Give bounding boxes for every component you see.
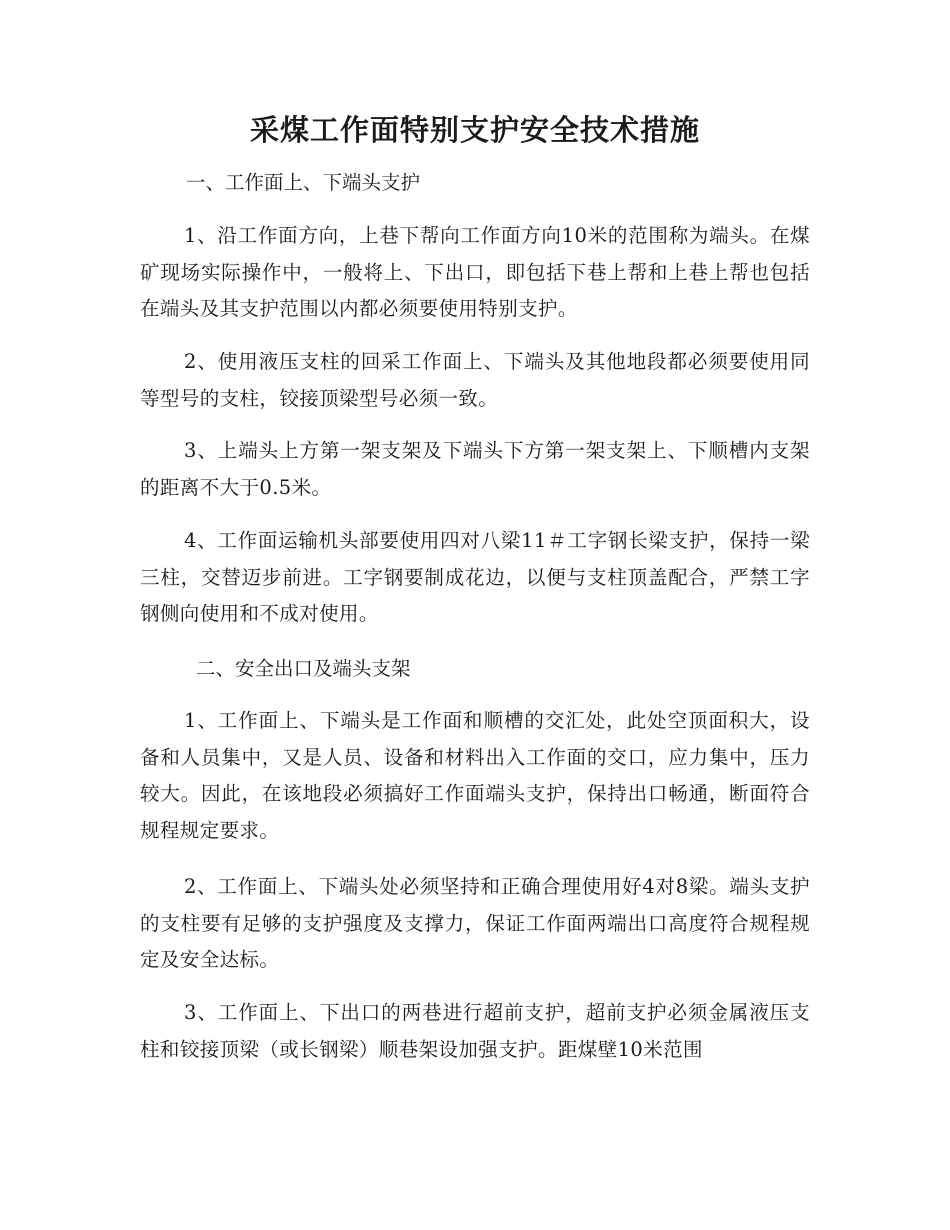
section-heading-2: 二、安全出口及端头支架 bbox=[196, 657, 411, 680]
section-heading-1: 一、工作面上、下端头支护 bbox=[186, 171, 421, 194]
paragraph-1-1: 1、沿工作面方向，上巷下帮向工作面方向10米的范围称为端头。在煤矿现场实际操作中，一般将上、下出口，即包括下巷上帮和上巷上帮也包括在端头及其支护范围以内都必须要使用特别支护。 bbox=[140, 224, 810, 320]
paragraph-1-3: 3、上端头上方第一架支架及下端头下方第一架支架上、下顺槽内支架的距离不大于0.5米。 bbox=[140, 439, 810, 499]
paragraph-2-3: 3、工作面上、下出口的两巷进行超前支护，超前支护必须金属液压支柱和铰接顶梁（或长钢梁）顺巷架设加强支护。距煤壁10米范围 bbox=[140, 1001, 810, 1061]
paragraph-2-1: 1、工作面上、下端头是工作面和顺槽的交汇处，此处空顶面积大，设备和人员集中，又是人员、设备和材料出入工作面的交口，应力集中，压力较大。因此，在该地段必须搞好工作面端头支护，保持出口畅通，断面符合规程规定要求。 bbox=[140, 709, 810, 842]
document-title: 采煤工作面特别支护安全技术措施 bbox=[249, 113, 700, 147]
paragraph-1-4: 4、工作面运输机头部要使用四对八梁11＃工字钢长梁支护，保持一梁三柱，交替迈步前进。工字钢要制成花边，以便与支柱顶盖配合，严禁工字钢侧向使用和不成对使用。 bbox=[140, 529, 810, 625]
paragraph-1-2: 2、使用液压支柱的回采工作面上、下端头及其他地段都必须要使用同等型号的支柱，铰接顶梁型号必须一致。 bbox=[140, 350, 810, 410]
paragraph-2-2: 2、工作面上、下端头处必须坚持和正确合理使用好4对8梁。端头支护的支柱要有足够的支护强度及支撑力，保证工作面两端出口高度符合规程规定及安全达标。 bbox=[140, 875, 810, 971]
